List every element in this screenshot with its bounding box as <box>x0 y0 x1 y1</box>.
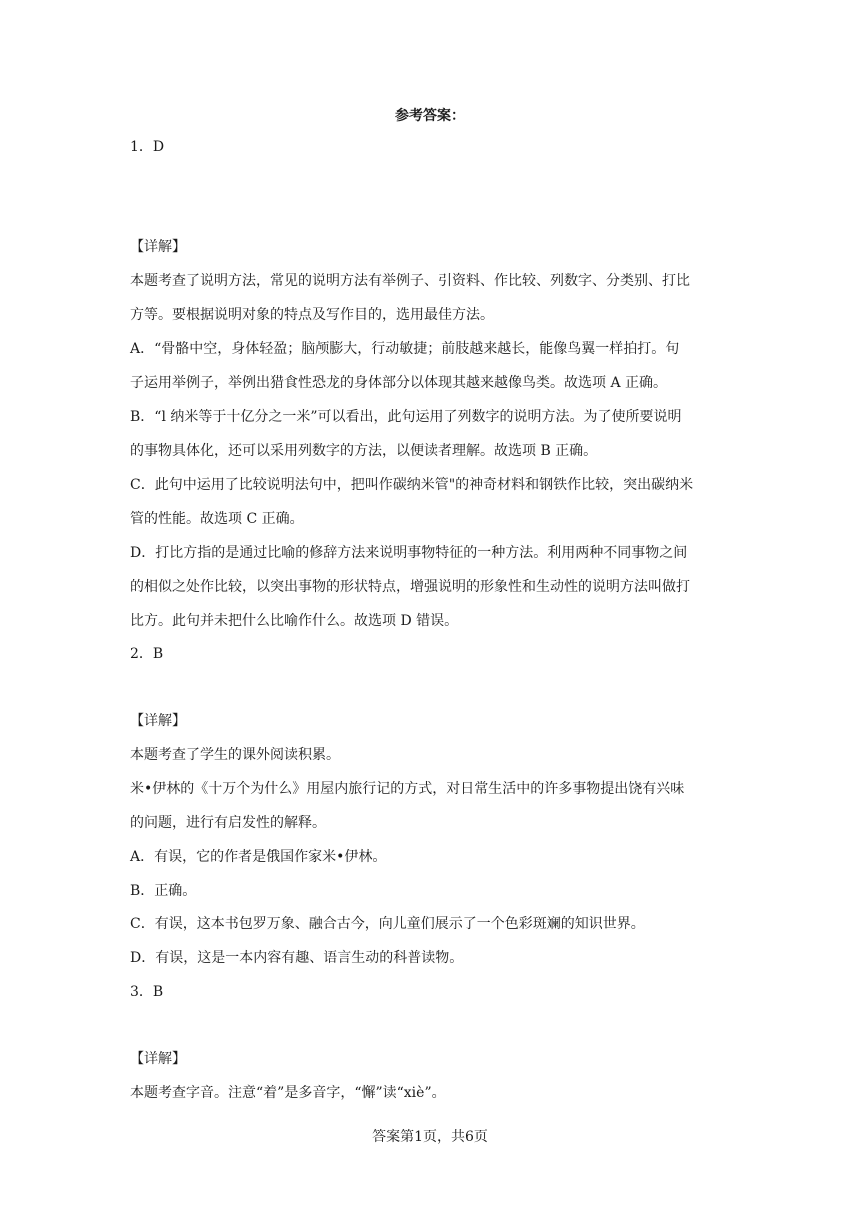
q3-answer: 3．B <box>130 984 164 1000</box>
q2-option-b: B．正确。 <box>130 883 197 899</box>
q1-heading: 【详解】 <box>130 239 186 255</box>
q2-option-d: D．有误，这是一本内容有趣、语言生动的科普读物。 <box>130 950 464 966</box>
q1-answer: 1．D <box>130 139 165 155</box>
q2-intro: 本题考查了学生的课外阅读积累。 <box>130 747 340 763</box>
q2-heading: 【详解】 <box>130 713 186 729</box>
q3-heading: 【详解】 <box>130 1051 186 1067</box>
q1-option-d-line-1: D．打比方指的是通过比喻的修辞方法来说明事物特征的一种方法。利用两种不同事物之间 <box>130 545 688 561</box>
page-footer: 答案第1页，共6页 <box>372 1129 488 1145</box>
q1-option-a-line-1: A．“骨骼中空，身体轻盈；脑颅膨大，行动敏捷；前肢越来越长，能像鸟翼一样拍打。句 <box>130 341 680 357</box>
q2-option-a: A．有误，它的作者是俄国作家米•伊林。 <box>130 849 387 865</box>
q1-option-c-line-1: C．此句中运用了比较说明法句中，把叫作碳纳米管"的神奇材料和钢铁作比较，突出碳纳米 <box>130 477 694 493</box>
q1-option-d-line-3: 比方。此句并未把什么比喻作什么。故选项 D 错误。 <box>130 613 459 629</box>
q1-intro-line-2: 方等。要根据说明对象的特点及写作目的，选用最佳方法。 <box>130 307 494 323</box>
q1-option-d-line-2: 的相似之处作比较，以突出事物的形状特点，增强说明的形象性和生动性的说明方法叫做打 <box>130 579 690 595</box>
q1-option-b-line-2: 的事物具体化，还可以采用列数字的方法，以便读者理解。故选项 B 正确。 <box>130 443 598 459</box>
q2-desc-line-2: 的问题，进行有启发性的解释。 <box>130 815 326 831</box>
page-title: 参考答案： <box>395 108 465 124</box>
q3-intro: 本题考查字音。注意“着”是多音字，“懈”读“xiè”。 <box>130 1085 446 1101</box>
q2-answer: 2．B <box>130 646 164 662</box>
q1-option-c-line-2: 管的性能。故选项 C 正确。 <box>130 511 304 527</box>
q2-desc-line-1: 米•伊林的《十万个为什么》用屋内旅行记的方式，对日常生活中的许多事物提出饶有兴味 <box>130 781 685 797</box>
q2-option-c: C．有误，这本书包罗万象、融合古今，向儿童们展示了一个色彩斑斓的知识世界。 <box>130 916 645 932</box>
q1-option-a-line-2: 子运用举例子，举例出猎食性恐龙的身体部分以体现其越来越像鸟类。故选项 A 正确。 <box>130 375 668 391</box>
q1-option-b-line-1: B．“l 纳米等于十亿分之一米”可以看出，此句运用了列数字的说明方法。为了使所要说明 <box>130 409 682 425</box>
q1-intro-line-1: 本题考查了说明方法，常见的说明方法有举例子、引资料、作比较、列数字、分类别、打比 <box>130 273 690 289</box>
